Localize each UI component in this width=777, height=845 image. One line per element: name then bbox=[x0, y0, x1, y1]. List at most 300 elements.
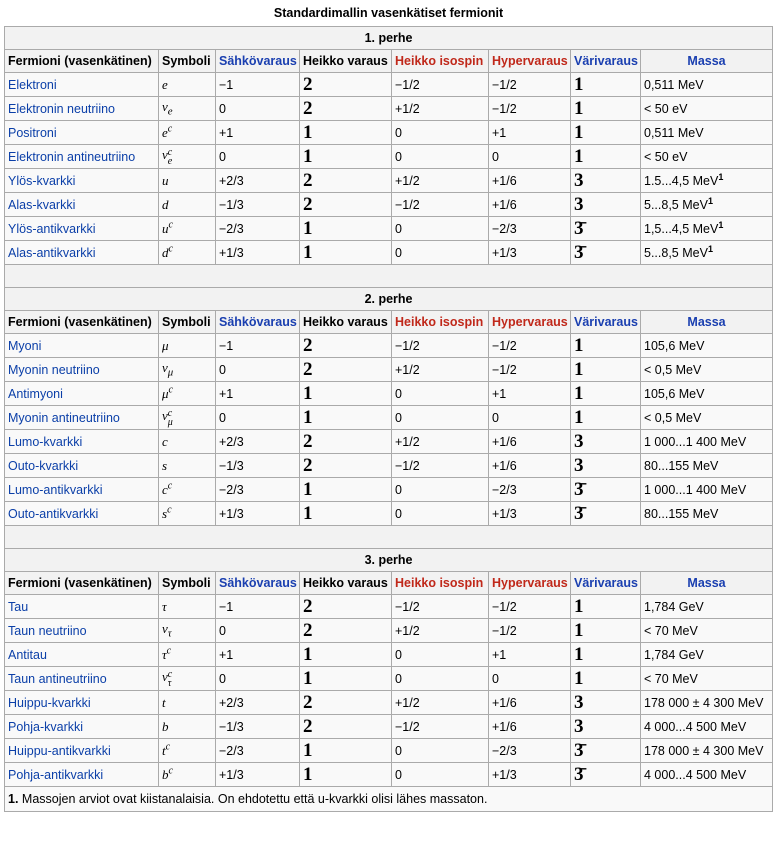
weak-charge-value: 2 bbox=[303, 169, 313, 191]
mass-cell bbox=[641, 145, 773, 169]
charge-cell: +1 bbox=[216, 382, 300, 406]
column-header: Värivaraus bbox=[571, 50, 641, 73]
mass-cell bbox=[641, 478, 773, 502]
weak-charge-cell bbox=[300, 121, 392, 145]
hypercharge-cell: −1/2 bbox=[489, 619, 571, 643]
table-row bbox=[5, 667, 773, 691]
color-charge-cell bbox=[571, 502, 641, 526]
table-caption: Standardimallin vasenkätiset fermionit bbox=[273, 6, 504, 20]
particle-cell bbox=[5, 595, 159, 619]
particle-link[interactable]: Alas-antikvarkki bbox=[8, 245, 96, 260]
symbol-cell bbox=[159, 121, 216, 145]
footnote-row bbox=[5, 787, 773, 812]
weak-charge-cell bbox=[300, 454, 392, 478]
isospin-cell: +1/2 bbox=[392, 169, 489, 193]
weak-charge-cell bbox=[300, 358, 392, 382]
weak-charge-cell bbox=[300, 739, 392, 763]
weak-charge-cell bbox=[300, 193, 392, 217]
isospin-cell: +1/2 bbox=[392, 430, 489, 454]
color-charge-cell bbox=[571, 715, 641, 739]
symbol-cell bbox=[159, 643, 216, 667]
symbol-text: ν c τ bbox=[162, 668, 173, 689]
particle-link[interactable]: Taun neutriino bbox=[8, 623, 87, 638]
color-charge-value: 3 bbox=[574, 193, 584, 215]
symbol-text: τ bbox=[162, 598, 167, 614]
isospin-cell: +1/2 bbox=[392, 358, 489, 382]
particle-cell bbox=[5, 193, 159, 217]
column-header: Massa bbox=[641, 572, 773, 595]
mass-value: 0,511 MeV bbox=[644, 77, 704, 92]
charge-cell: −2/3 bbox=[216, 478, 300, 502]
weak-charge-value: 2 bbox=[303, 97, 313, 119]
symbol-cell bbox=[159, 502, 216, 526]
particle-link[interactable]: Elektronin neutriino bbox=[8, 101, 116, 116]
mass-cell bbox=[641, 619, 773, 643]
color-charge-value: 1 bbox=[574, 595, 584, 617]
table-row bbox=[5, 454, 773, 478]
particle-link[interactable]: Positroni bbox=[8, 125, 57, 140]
charge-cell: −1/3 bbox=[216, 715, 300, 739]
family-title: 2. perhe bbox=[5, 288, 773, 311]
footnote-ref[interactable]: 1 bbox=[718, 220, 724, 231]
mass-cell bbox=[641, 715, 773, 739]
weak-charge-value: 1 bbox=[303, 739, 313, 761]
particle-cell bbox=[5, 619, 159, 643]
hypercharge-cell: −1/2 bbox=[489, 595, 571, 619]
symbol-cell bbox=[159, 715, 216, 739]
color-charge-cell bbox=[571, 667, 641, 691]
symbol-cell bbox=[159, 145, 216, 169]
column-header: Sähkövaraus bbox=[216, 572, 300, 595]
column-header: Värivaraus bbox=[571, 311, 641, 334]
mass-cell bbox=[641, 193, 773, 217]
color-charge-cell bbox=[571, 217, 641, 241]
particle-link[interactable]: Alas-kvarkki bbox=[8, 197, 76, 212]
particle-link[interactable]: Myonin neutriino bbox=[8, 362, 100, 377]
isospin-cell: −1/2 bbox=[392, 454, 489, 478]
mass-cell bbox=[641, 121, 773, 145]
symbol-cell bbox=[159, 430, 216, 454]
symbol-text: $\mu^c$ bbox=[162, 384, 173, 402]
column-header: Symboli bbox=[159, 572, 216, 595]
weak-charge-value: 2 bbox=[303, 358, 313, 380]
particle-cell bbox=[5, 502, 159, 526]
color-charge-cell bbox=[571, 691, 641, 715]
color-charge-value: 1 bbox=[574, 145, 584, 167]
color-charge-cell bbox=[571, 334, 641, 358]
hypercharge-cell: −1/2 bbox=[489, 334, 571, 358]
symbol-text: t bbox=[162, 694, 166, 710]
particle-cell bbox=[5, 97, 159, 121]
hypercharge-cell: +1/6 bbox=[489, 193, 571, 217]
color-charge-cell bbox=[571, 739, 641, 763]
color-charge-value: 3̄ bbox=[574, 502, 584, 524]
hypercharge-cell: 0 bbox=[489, 145, 571, 169]
table-row bbox=[5, 334, 773, 358]
isospin-cell: 0 bbox=[392, 241, 489, 265]
weak-charge-cell bbox=[300, 595, 392, 619]
isospin-cell: +1/2 bbox=[392, 619, 489, 643]
symbol-cell bbox=[159, 478, 216, 502]
particle-link[interactable]: Outo-kvarkki bbox=[8, 458, 79, 473]
isospin-cell: +1/2 bbox=[392, 97, 489, 121]
weak-charge-cell bbox=[300, 73, 392, 97]
mass-cell bbox=[641, 502, 773, 526]
table-row bbox=[5, 169, 773, 193]
charge-cell: −2/3 bbox=[216, 739, 300, 763]
mass-cell bbox=[641, 454, 773, 478]
isospin-cell: −1/2 bbox=[392, 715, 489, 739]
symbol-text: μ bbox=[162, 337, 169, 353]
particle-cell bbox=[5, 241, 159, 265]
hypercharge-cell: +1 bbox=[489, 382, 571, 406]
isospin-cell: 0 bbox=[392, 382, 489, 406]
footnote-ref[interactable]: 1 bbox=[718, 172, 724, 183]
weak-charge-cell bbox=[300, 334, 392, 358]
mass-cell bbox=[641, 406, 773, 430]
particle-cell bbox=[5, 382, 159, 406]
color-charge-value: 1 bbox=[574, 97, 584, 119]
mass-cell bbox=[641, 217, 773, 241]
mass-value: < 50 eV bbox=[644, 149, 688, 164]
weak-charge-value: 1 bbox=[303, 643, 313, 665]
particle-cell bbox=[5, 121, 159, 145]
isospin-cell: 0 bbox=[392, 739, 489, 763]
particle-link[interactable]: Antitau bbox=[8, 647, 47, 662]
particle-cell bbox=[5, 217, 159, 241]
particle-cell bbox=[5, 430, 159, 454]
symbol-cell bbox=[159, 358, 216, 382]
section-spacer bbox=[5, 265, 773, 288]
charge-cell: +1 bbox=[216, 121, 300, 145]
color-charge-cell bbox=[571, 406, 641, 430]
particle-cell bbox=[5, 358, 159, 382]
family-title: 3. perhe bbox=[5, 549, 773, 572]
symbol-text: c bbox=[162, 433, 168, 449]
hypercharge-cell: −1/2 bbox=[489, 358, 571, 382]
hypercharge-cell: +1 bbox=[489, 643, 571, 667]
weak-charge-value: 2 bbox=[303, 595, 313, 617]
mass-value: 1.5...4,5 MeV bbox=[644, 174, 719, 189]
table-row bbox=[5, 358, 773, 382]
weak-charge-cell bbox=[300, 145, 392, 169]
particle-cell bbox=[5, 667, 159, 691]
footnote-text: Massojen arviot ovat kiistanalaisia. On ehdotettu että u-kvarkki olisi lähes massaton. bbox=[21, 792, 488, 806]
hypercharge-cell: +1/6 bbox=[489, 715, 571, 739]
table-row bbox=[5, 691, 773, 715]
weak-charge-cell bbox=[300, 430, 392, 454]
mass-cell bbox=[641, 169, 773, 193]
mass-value: 0,511 MeV bbox=[644, 125, 704, 140]
symbol-text: $u^c$ bbox=[162, 219, 173, 237]
particle-link[interactable]: Lumo-antikvarkki bbox=[8, 482, 103, 497]
table-row bbox=[5, 382, 773, 406]
particle-cell bbox=[5, 643, 159, 667]
particle-cell bbox=[5, 763, 159, 787]
symbol-cell bbox=[159, 763, 216, 787]
charge-cell: +2/3 bbox=[216, 169, 300, 193]
footnote-marker: 1. bbox=[8, 792, 19, 806]
mass-cell bbox=[641, 382, 773, 406]
mass-value: 4 000...4 500 MeV bbox=[644, 767, 747, 782]
symbol-text: $c^c$ bbox=[162, 480, 173, 498]
weak-charge-cell bbox=[300, 763, 392, 787]
particle-cell bbox=[5, 478, 159, 502]
charge-cell: +1/3 bbox=[216, 763, 300, 787]
weak-charge-cell bbox=[300, 715, 392, 739]
header-row bbox=[5, 50, 773, 73]
particle-cell bbox=[5, 334, 159, 358]
mass-cell bbox=[641, 763, 773, 787]
color-charge-value: 3 bbox=[574, 169, 584, 191]
column-header: Fermioni (vasenkätinen) bbox=[5, 311, 159, 334]
symbol-cell bbox=[159, 595, 216, 619]
mass-value: 4 000...4 500 MeV bbox=[644, 719, 747, 734]
charge-cell: 0 bbox=[216, 406, 300, 430]
particle-link[interactable]: Lumo-kvarkki bbox=[8, 434, 83, 449]
weak-charge-cell bbox=[300, 217, 392, 241]
mass-value: 1,784 GeV bbox=[644, 599, 704, 614]
mass-value: 178 000 ± 4 300 MeV bbox=[644, 695, 764, 710]
mass-cell bbox=[641, 241, 773, 265]
mass-value: 5...8,5 MeV bbox=[644, 246, 708, 261]
charge-cell: −1 bbox=[216, 595, 300, 619]
mass-value: < 70 MeV bbox=[644, 671, 698, 686]
column-header: Sähkövaraus bbox=[216, 311, 300, 334]
mass-value: 178 000 ± 4 300 MeV bbox=[644, 743, 764, 758]
particle-link[interactable]: Huippu-antikvarkki bbox=[8, 743, 111, 758]
column-header: Sähkövaraus bbox=[216, 50, 300, 73]
color-charge-value: 3̄ bbox=[574, 217, 584, 239]
charge-cell: 0 bbox=[216, 358, 300, 382]
isospin-cell: 0 bbox=[392, 643, 489, 667]
symbol-text: $\nu_\mu$ bbox=[162, 360, 174, 379]
particle-link[interactable]: Tau bbox=[8, 599, 29, 614]
color-charge-value: 3̄ bbox=[574, 241, 584, 263]
color-charge-cell bbox=[571, 358, 641, 382]
charge-cell: 0 bbox=[216, 667, 300, 691]
column-header: Hypervaraus bbox=[489, 311, 571, 334]
isospin-cell: 0 bbox=[392, 667, 489, 691]
isospin-cell: −1/2 bbox=[392, 334, 489, 358]
footnote-ref[interactable]: 1 bbox=[707, 244, 713, 255]
header-row bbox=[5, 311, 773, 334]
weak-charge-cell bbox=[300, 502, 392, 526]
color-charge-cell bbox=[571, 595, 641, 619]
mass-value: 1 000...1 400 MeV bbox=[644, 482, 747, 497]
color-charge-cell bbox=[571, 145, 641, 169]
symbol-text: $\nu_\tau$ bbox=[162, 621, 172, 640]
charge-cell: −1 bbox=[216, 73, 300, 97]
particle-cell bbox=[5, 691, 159, 715]
mass-cell bbox=[641, 643, 773, 667]
symbol-text: ν c e bbox=[162, 146, 173, 167]
mass-cell bbox=[641, 97, 773, 121]
mass-cell bbox=[641, 667, 773, 691]
column-header: Heikko isospin bbox=[392, 50, 489, 73]
charge-cell: +2/3 bbox=[216, 691, 300, 715]
table-row bbox=[5, 121, 773, 145]
charge-cell: 0 bbox=[216, 97, 300, 121]
particle-link[interactable]: Myoni bbox=[8, 338, 42, 353]
particle-cell bbox=[5, 145, 159, 169]
symbol-text: $b^c$ bbox=[162, 765, 173, 783]
weak-charge-cell bbox=[300, 97, 392, 121]
particle-link[interactable]: Taun antineutriino bbox=[8, 671, 107, 686]
weak-charge-value: 1 bbox=[303, 502, 313, 524]
color-charge-cell bbox=[571, 430, 641, 454]
table-row bbox=[5, 715, 773, 739]
mass-value: < 0,5 MeV bbox=[644, 410, 702, 425]
mass-value: 80...155 MeV bbox=[644, 506, 719, 521]
mass-cell bbox=[641, 358, 773, 382]
color-charge-value: 1 bbox=[574, 382, 584, 404]
fermion-table bbox=[4, 26, 773, 812]
table-row bbox=[5, 145, 773, 169]
weak-charge-value: 2 bbox=[303, 334, 313, 356]
symbol-cell bbox=[159, 334, 216, 358]
mass-cell bbox=[641, 691, 773, 715]
column-header: Heikko isospin bbox=[392, 572, 489, 595]
isospin-cell: −1/2 bbox=[392, 595, 489, 619]
table-row bbox=[5, 73, 773, 97]
color-charge-cell bbox=[571, 763, 641, 787]
color-charge-value: 1 bbox=[574, 121, 584, 143]
column-header: Symboli bbox=[159, 311, 216, 334]
mass-value: 105,6 MeV bbox=[644, 386, 705, 401]
table-row bbox=[5, 217, 773, 241]
column-header: Symboli bbox=[159, 50, 216, 73]
color-charge-cell bbox=[571, 121, 641, 145]
particle-cell bbox=[5, 406, 159, 430]
color-charge-value: 3 bbox=[574, 691, 584, 713]
weak-charge-value: 2 bbox=[303, 73, 313, 95]
particle-link[interactable]: Ylös-kvarkki bbox=[8, 173, 76, 188]
particle-link[interactable]: Elektronin antineutriino bbox=[8, 149, 136, 164]
header-row bbox=[5, 572, 773, 595]
particle-link[interactable]: Huippu-kvarkki bbox=[8, 695, 91, 710]
table-row bbox=[5, 763, 773, 787]
column-header: Massa bbox=[641, 50, 773, 73]
color-charge-value: 3 bbox=[574, 454, 584, 476]
weak-charge-cell bbox=[300, 406, 392, 430]
weak-charge-value: 1 bbox=[303, 667, 313, 689]
hypercharge-cell: +1 bbox=[489, 121, 571, 145]
particle-link[interactable]: Elektroni bbox=[8, 77, 57, 92]
table-row bbox=[5, 430, 773, 454]
hypercharge-cell: +1/3 bbox=[489, 763, 571, 787]
mass-value: < 70 MeV bbox=[644, 623, 698, 638]
color-charge-cell bbox=[571, 169, 641, 193]
hypercharge-cell: −1/2 bbox=[489, 73, 571, 97]
mass-value: 105,6 MeV bbox=[644, 338, 705, 353]
isospin-cell: +1/2 bbox=[392, 691, 489, 715]
mass-value: 1,5...4,5 MeV bbox=[644, 222, 719, 237]
particle-link[interactable]: Outo-antikvarkki bbox=[8, 506, 99, 521]
color-charge-cell bbox=[571, 73, 641, 97]
charge-cell: −1/3 bbox=[216, 454, 300, 478]
mass-cell bbox=[641, 430, 773, 454]
family-title: 1. perhe bbox=[5, 27, 773, 50]
particle-link[interactable]: Antimyoni bbox=[8, 386, 63, 401]
mass-value: < 50 eV bbox=[644, 101, 688, 116]
isospin-cell: −1/2 bbox=[392, 73, 489, 97]
particle-link[interactable]: Pohja-kvarkki bbox=[8, 719, 84, 734]
particle-cell bbox=[5, 73, 159, 97]
column-header: Fermioni (vasenkätinen) bbox=[5, 50, 159, 73]
color-charge-value: 3 bbox=[574, 715, 584, 737]
symbol-text: $d^c$ bbox=[162, 243, 173, 261]
column-header: Fermioni (vasenkätinen) bbox=[5, 572, 159, 595]
weak-charge-value: 1 bbox=[303, 121, 313, 143]
particle-cell bbox=[5, 169, 159, 193]
mass-value: < 0,5 MeV bbox=[644, 362, 702, 377]
hypercharge-cell: +1/3 bbox=[489, 241, 571, 265]
particle-cell bbox=[5, 715, 159, 739]
symbol-text: e bbox=[162, 76, 168, 92]
isospin-cell: 0 bbox=[392, 217, 489, 241]
weak-charge-cell bbox=[300, 382, 392, 406]
hypercharge-cell: −2/3 bbox=[489, 478, 571, 502]
hypercharge-cell: +1/6 bbox=[489, 454, 571, 478]
mass-cell bbox=[641, 334, 773, 358]
isospin-cell: 0 bbox=[392, 502, 489, 526]
section-spacer bbox=[5, 526, 773, 549]
symbol-text: u bbox=[162, 172, 169, 188]
column-header: Värivaraus bbox=[571, 572, 641, 595]
charge-cell: +2/3 bbox=[216, 430, 300, 454]
particle-link[interactable]: Myonin antineutriino bbox=[8, 410, 120, 425]
particle-link[interactable]: Pohja-antikvarkki bbox=[8, 767, 104, 782]
weak-charge-value: 2 bbox=[303, 193, 313, 215]
particle-cell bbox=[5, 454, 159, 478]
table-row bbox=[5, 97, 773, 121]
mass-cell bbox=[641, 739, 773, 763]
spacer-cell bbox=[5, 265, 773, 288]
color-charge-cell bbox=[571, 382, 641, 406]
weak-charge-value: 1 bbox=[303, 241, 313, 263]
color-charge-value: 1 bbox=[574, 334, 584, 356]
color-charge-value: 1 bbox=[574, 406, 584, 428]
weak-charge-cell bbox=[300, 667, 392, 691]
symbol-cell bbox=[159, 739, 216, 763]
footnote-cell bbox=[5, 787, 773, 812]
table-row bbox=[5, 643, 773, 667]
symbol-text: $\nu_e$ bbox=[162, 99, 173, 118]
isospin-cell: 0 bbox=[392, 478, 489, 502]
color-charge-value: 3̄ bbox=[574, 739, 584, 761]
column-header: Hypervaraus bbox=[489, 50, 571, 73]
table-row bbox=[5, 595, 773, 619]
symbol-text: d bbox=[162, 196, 169, 212]
weak-charge-value: 1 bbox=[303, 763, 313, 785]
symbol-cell bbox=[159, 193, 216, 217]
charge-cell: +1/3 bbox=[216, 241, 300, 265]
mass-value: 1 000...1 400 MeV bbox=[644, 434, 747, 449]
symbol-text: $s^c$ bbox=[162, 504, 172, 522]
footnote-ref[interactable]: 1 bbox=[707, 196, 713, 207]
color-charge-cell bbox=[571, 241, 641, 265]
table-row bbox=[5, 406, 773, 430]
hypercharge-cell: −1/2 bbox=[489, 97, 571, 121]
charge-cell: −1 bbox=[216, 334, 300, 358]
column-header: Heikko varaus bbox=[300, 50, 392, 73]
color-charge-value: 3̄ bbox=[574, 763, 584, 785]
color-charge-value: 3 bbox=[574, 430, 584, 452]
symbol-cell bbox=[159, 691, 216, 715]
weak-charge-value: 2 bbox=[303, 691, 313, 713]
particle-link[interactable]: Ylös-antikvarkki bbox=[8, 221, 96, 236]
